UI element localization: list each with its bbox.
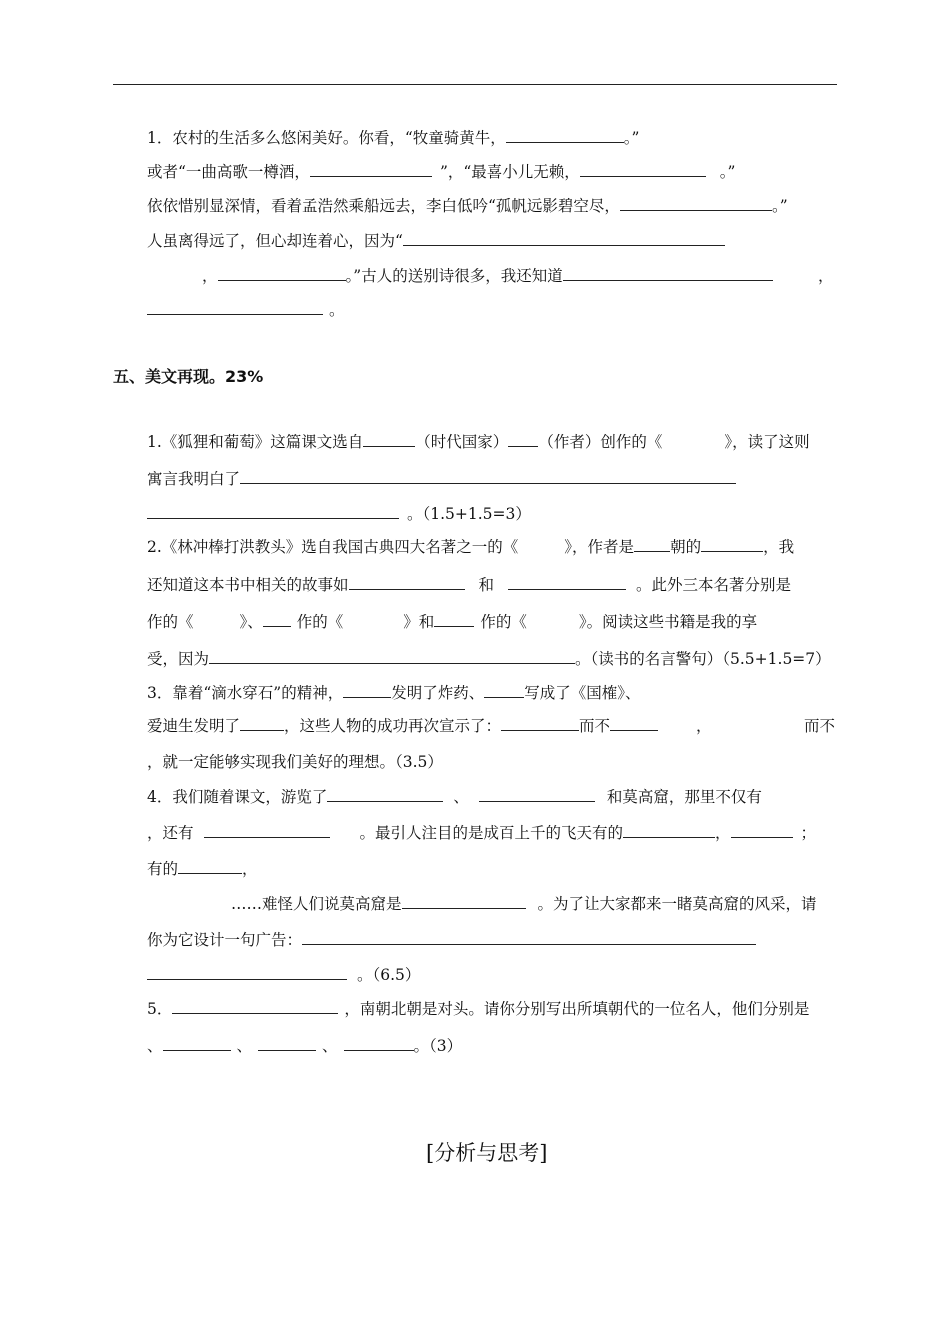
answer-blank[interactable] — [402, 893, 526, 909]
text: 、 — [236, 1037, 253, 1055]
text: 。” — [719, 163, 736, 181]
text: 发明了炸药、 — [391, 684, 485, 702]
answer-blank[interactable] — [147, 503, 399, 519]
text: ，我 — [763, 538, 795, 556]
s5-q5-line-2 — [147, 1035, 462, 1057]
answer-blank[interactable] — [310, 161, 432, 177]
answer-blank[interactable] — [302, 929, 756, 945]
answer-blank[interactable] — [501, 715, 579, 731]
text: ，这些人物的成功再次宣示了： — [284, 717, 502, 735]
s5-q1-line-2 — [147, 468, 736, 490]
text: ，还有 — [147, 824, 194, 842]
text: 、 — [147, 1037, 163, 1055]
text: 和莫高窟，那里不仅有 — [606, 788, 762, 806]
answer-blank[interactable] — [479, 786, 595, 802]
text: 人虽离得远了，但心却连着心，因为“ — [147, 232, 403, 250]
answer-blank[interactable] — [172, 998, 338, 1014]
answer-blank[interactable] — [147, 964, 347, 980]
answer-blank[interactable] — [563, 265, 773, 281]
text: 作的《 — [296, 613, 344, 631]
header-rule — [113, 84, 837, 85]
text: 、 — [453, 788, 469, 806]
text: 》，读了这则 — [724, 433, 810, 451]
text: 》和 — [403, 613, 435, 631]
text: 2.《林冲棒打洪教头》选自我国古典四大名著之一的《 — [147, 538, 519, 556]
text: 。” — [771, 197, 788, 215]
s5-q3-line-1 — [147, 682, 641, 704]
s5-q4-line-5 — [147, 929, 756, 951]
q4-line-5 — [202, 265, 773, 287]
answer-blank[interactable] — [178, 858, 242, 874]
text: 有的 — [147, 860, 179, 878]
text: 作的《 — [147, 613, 194, 631]
text: 你为它设计一句广告： — [147, 931, 303, 949]
answer-blank[interactable] — [363, 431, 415, 447]
text: 写成了《国榷》、 — [524, 684, 641, 702]
q4-line-4 — [147, 230, 725, 252]
answer-blank[interactable] — [508, 574, 626, 590]
answer-blank[interactable] — [701, 536, 763, 552]
answer-blank[interactable] — [147, 299, 323, 315]
answer-blank[interactable] — [610, 715, 658, 731]
q4-line-3 — [147, 195, 788, 217]
text: 受，因为 — [147, 650, 210, 668]
text: 》，作者是 — [564, 538, 635, 556]
text: 而不 — [579, 717, 611, 735]
answer-blank[interactable] — [204, 822, 330, 838]
answer-blank[interactable] — [258, 1035, 316, 1051]
text: 》。阅读这些书籍是我的享 — [578, 613, 758, 631]
answer-blank[interactable] — [327, 786, 443, 802]
text: 。” — [623, 129, 640, 147]
text: 和 — [478, 576, 495, 594]
text: 。最引人注目的是成百上千的飞天有的 — [359, 824, 624, 842]
text: 朝的 — [670, 538, 702, 556]
answer-blank[interactable] — [623, 822, 715, 838]
answer-blank[interactable] — [484, 682, 524, 698]
section-heading: 五、美文再现。23% — [113, 367, 264, 386]
text: 。（3） — [413, 1037, 463, 1055]
answer-blank[interactable] — [620, 195, 772, 211]
s5-q3-line-3 — [147, 751, 443, 773]
s5-q2-line-4 — [147, 648, 831, 670]
text: 作的《 — [480, 613, 527, 631]
answer-blank[interactable] — [349, 574, 465, 590]
q4-line-2 — [147, 161, 735, 183]
text: 4．我们随着课文，游览了 — [147, 788, 328, 806]
text: 寓言我明白了 — [147, 470, 241, 488]
text: 3．靠着“滴水穿石”的精神， — [147, 684, 344, 702]
text: ， — [696, 717, 712, 735]
answer-blank[interactable] — [634, 536, 670, 552]
answer-blank[interactable] — [403, 230, 725, 246]
text: ； — [800, 824, 817, 842]
text: 。 — [329, 301, 345, 319]
text: 。为了让大家都来一睹莫高窟的风采，请 — [537, 895, 817, 913]
text: 。（读书的名言警句）（5.5+1.5=7） — [575, 650, 831, 668]
text: 5． — [147, 1000, 173, 1018]
s5-q4-line-6 — [147, 964, 420, 986]
s5-q2-line-2 — [147, 574, 791, 596]
answer-blank[interactable] — [580, 161, 706, 177]
s5-q5-line-1 — [147, 998, 809, 1020]
text: 还知道这本书中相关的故事如 — [147, 576, 349, 594]
text: ， — [242, 860, 258, 878]
text: 而不 — [804, 717, 836, 735]
text: ……难怪人们说莫高窟是 — [231, 895, 402, 913]
text: 。”古人的送别诗很多，我还知道 — [345, 267, 563, 285]
text: ，南朝北朝是对头。请你分别写出所填朝代的一位名人，他们分别是 — [344, 1000, 810, 1018]
text: ， — [715, 824, 731, 842]
text: 。（6.5） — [357, 966, 421, 984]
answer-blank[interactable] — [434, 611, 474, 627]
answer-blank[interactable] — [163, 1035, 231, 1051]
s5-q4-line-2 — [147, 822, 816, 844]
text: （作者）创作的《 — [538, 433, 663, 451]
answer-blank[interactable] — [343, 682, 391, 698]
text: 爱迪生发明了 — [147, 717, 241, 735]
answer-blank[interactable] — [506, 127, 624, 143]
answer-blank[interactable] — [508, 431, 538, 447]
text: ，就一定能够实现我们美好的理想。（3.5） — [147, 753, 443, 771]
answer-blank[interactable] — [263, 611, 291, 627]
text: 。（1.5+1.5=3） — [407, 505, 531, 523]
text: 或者“一曲高歌一樽酒， — [147, 163, 310, 181]
text: 、 — [322, 1037, 338, 1055]
s5-q1-line-3 — [147, 503, 531, 525]
text: ”，“最喜小儿无赖， — [439, 163, 580, 181]
answer-blank[interactable] — [218, 265, 346, 281]
text: 1.《狐狸和葡萄》这篇课文选自 — [147, 433, 364, 451]
section-title: [分析与思考] — [426, 1141, 548, 1165]
s5-q4-line-1 — [147, 786, 762, 808]
answer-blank[interactable] — [240, 468, 736, 484]
q4-line-1 — [147, 127, 639, 149]
text: 1．农村的生活多么悠闲美好。你看，“牧童骑黄牛， — [147, 129, 506, 147]
text: 。此外三本名著分别是 — [636, 576, 792, 594]
answer-blank[interactable] — [344, 1035, 414, 1051]
s5-q1-line-1 — [147, 431, 810, 453]
text: ， — [818, 267, 834, 285]
text: ， — [202, 267, 218, 285]
s5-q2-line-1 — [147, 536, 794, 558]
s5-q4-line-4 — [231, 893, 817, 915]
text: 》、 — [239, 613, 263, 631]
answer-blank[interactable] — [209, 648, 575, 664]
text: （时代国家） — [415, 433, 509, 451]
s5-q4-line-3 — [147, 858, 258, 880]
answer-blank[interactable] — [240, 715, 284, 731]
q4-line-6 — [147, 299, 345, 321]
text: 依依惜别显深情，看着孟浩然乘船远去，李白低吟“孤帆远影碧空尽， — [147, 197, 620, 215]
s5-q3-line-2 — [147, 715, 712, 737]
answer-blank[interactable] — [731, 822, 793, 838]
s5-q2-line-3 — [147, 611, 757, 633]
